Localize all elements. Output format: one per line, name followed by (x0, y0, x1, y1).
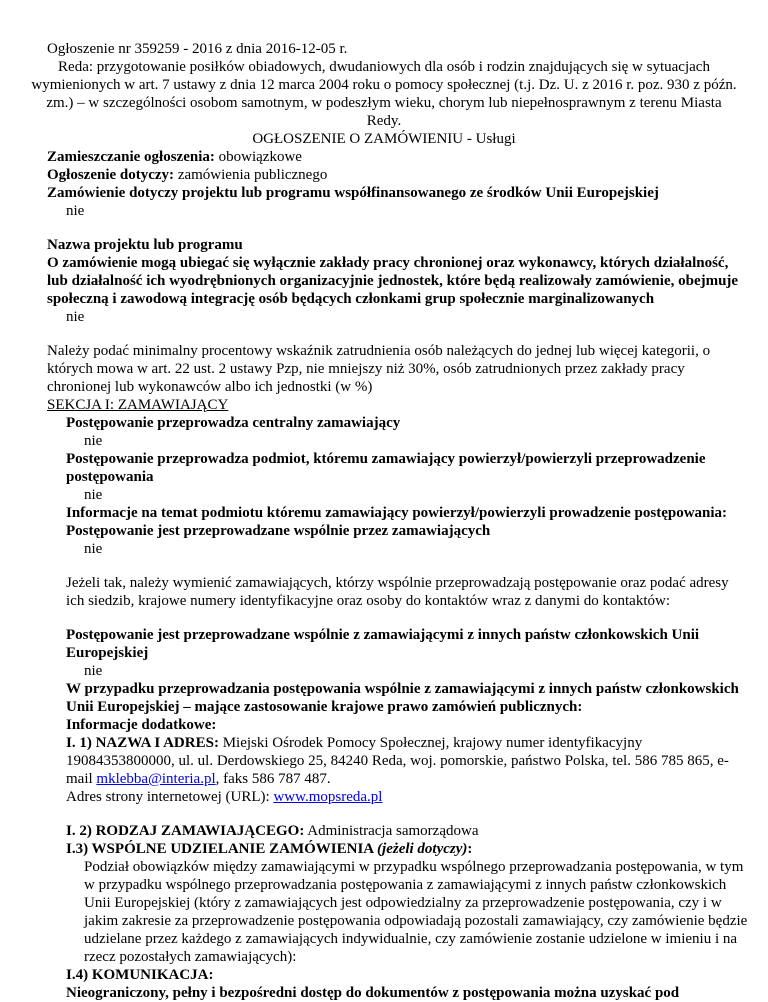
concerns-label: Ogłoszenie dotyczy: (47, 167, 175, 183)
concerns-row (0, 166, 768, 184)
entrusted-entity-label: Postępowanie przeprowadza podmiot, któremu zamawiający powierzył/powierzyli przeprowadzenie postępowania (66, 451, 706, 485)
name-address-text: Miejski Ośrodek Pomocy Społecznej, krajowy numer identyfikacyjny 19084353800000, ul. ul. Derdowskiego 25, 84240 Reda, woj. pomorskie, państwo Polska, tel. 586 785 865, e-mail (66, 735, 729, 787)
central-contracting-value: nie (84, 433, 103, 449)
name-address-label: I. 1) NAZWA I ADRES: (66, 735, 219, 751)
joint-award-heading (0, 840, 768, 858)
communication-label: I.4) KOMUNIKACJA: (66, 967, 214, 983)
joint-award-label: I.3) WSPÓLNE UDZIELANIE ZAMÓWIENIA (66, 841, 374, 857)
employment-percent-note: Należy podać minimalny procentowy wskaźnik zatrudnienia osób należących do jednej lub więcej kategorii, o których mowa w art. 22 ust. 2 ustawy Pzp, nie mniejszy niż 30%, osób zatrudnionych przez zakłady pracy chronionej lub wykonawców albo ich jednostki (w %) (47, 343, 711, 395)
spacer (0, 220, 768, 236)
placement-row (0, 148, 768, 166)
section-heading: SEKCJA I: ZAMAWIAJĄCY (47, 397, 229, 413)
document-access-label: Nieograniczony, pełny i bezpośredni dostęp do dokumentów z postępowania można uzyskać pod (66, 985, 680, 1001)
spacer (0, 326, 768, 342)
joint-award-colon: : (467, 841, 473, 857)
joint-procedure-label: Postępowanie jest przeprowadzane wspólnie przez zamawiających (66, 523, 491, 539)
contracting-type-label: I. 2) RODZAJ ZAMAWIAJĄCEGO: (66, 823, 305, 839)
website-label: Adres strony internetowej (URL): (66, 789, 274, 805)
email-link[interactable]: mklebba@interia.pl (96, 771, 216, 787)
contracting-type-row (0, 822, 768, 840)
joint-eu-law-label: W przypadku przeprowadzania postępowania wspólnie z zamawiającymi z innych państw członkowskich Unii Europejskiej – mające zastosowanie krajowe prawo zamówień publicznych: (66, 681, 739, 715)
additional-info-label: Informacje dodatkowe: (66, 717, 217, 733)
project-name-label: Nazwa projektu lub programu (47, 237, 243, 253)
fax-text: , faks 586 787 487. (215, 771, 331, 787)
announcement-subject: Reda: przygotowanie posiłków obiadowych, dwudaniowych dla osób i rodzin znajdujących się w sytuacjach wymienionych w art. 7 ustawy z dnia 12 marca 2004 roku o pomocy społecznej (t.j. Dz. U. z 2016 r. poz. 930 z późn. zm.) – w szczególności osobom samotnym, w podeszłym wieku, chorym lub niepełnosprawnym z terenu Miasta Redy. (31, 59, 737, 129)
concerns-value: zamówienia publicznego (177, 167, 328, 183)
sheltered-employment-value: nie (66, 309, 85, 325)
announcement-id: Ogłoszenie nr 359259 - 2016 z dnia 2016-12-05 r. (47, 41, 348, 57)
joint-award-text: Podział obowiązków między zamawiającymi w przypadku wspólnego przeprowadzania postępowania, w tym w przypadku wspólnego przeprowadzania postępowania z zamawiającymi z innych państw członkowskich Unii Europejskiej (który z zamawiających jest odpowiedzialny za przeprowadzenie postępowania, czy i w jakim zakresie za przeprowadzenie postępowania odpowiadają pozostali zamawiający, czy zamówienie będzie udzielane przez każdego z zamawiających indywidualnie, czy zamówienie zostanie udzielone w imieniu i na rzecz pozostałych zamawiających): (84, 859, 748, 965)
name-address-block (0, 734, 768, 806)
entity-info-label: Informacje na temat podmiotu któremu zamawiający powierzył/powierzyli prowadzenie postępowania: (66, 505, 728, 521)
entrusted-entity-value: nie (84, 487, 103, 503)
spacer (0, 806, 768, 822)
joint-eu-value: nie (84, 663, 103, 679)
spacer (0, 558, 768, 574)
spacer (0, 610, 768, 626)
joint-procedure-value: nie (84, 541, 103, 557)
sheltered-employment-label: O zamówienie mogą ubiegać się wyłącznie zakłady pracy chronionej oraz wykonawcy, których działalność, lub działalność ich wyodrębnionych organizacyjnie jednostek, które będą realizowały zamówienie, obejmuje społeczną i zawodową integrację osób będących członkami grup społecznie marginalizowanych (47, 255, 739, 307)
joint-award-if: (jeżeli dotyczy) (377, 841, 468, 857)
central-contracting-label: Postępowanie przeprowadza centralny zamawiający (66, 415, 401, 431)
joint-procedure-note: Jeżeli tak, należy wymienić zamawiających, którzy wspólnie przeprowadzają postępowanie oraz podać adresy ich siedzib, krajowe numery identyfikacyjne oraz osoby do kontaktów wraz z danymi do kontaktów: (66, 575, 729, 609)
placement-value: obowiązkowe (218, 149, 302, 165)
joint-eu-label: Postępowanie jest przeprowadzane wspólnie z zamawiającymi z innych państw członkowskich Unii Europejskiej (66, 627, 700, 661)
eu-funding-value: nie (66, 203, 85, 219)
contracting-type-value: Administracja samorządowa (307, 823, 479, 839)
placement-label: Zamieszczanie ogłoszenia: (47, 149, 215, 165)
website-link[interactable]: www.mopsreda.pl (273, 789, 383, 805)
eu-funding-label: Zamówienie dotyczy projektu lub programu współfinansowanego ze środków Unii Europejskiej (47, 185, 659, 201)
announcement-title: OGŁOSZENIE O ZAMÓWIENIU - Usługi (252, 131, 516, 147)
